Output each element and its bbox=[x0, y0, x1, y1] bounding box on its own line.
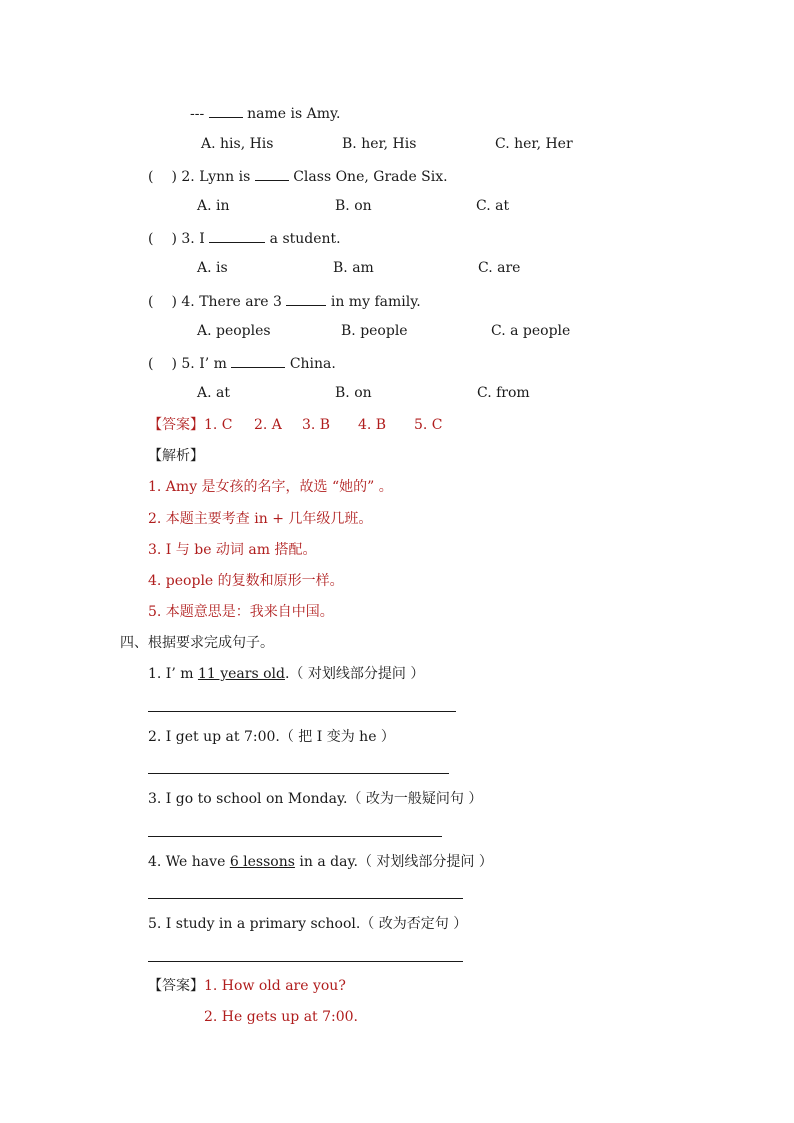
answer-item: 4. B bbox=[358, 417, 387, 433]
question-text: 2. Lynn is bbox=[181, 169, 251, 185]
underlined-part: 11 years old bbox=[197, 666, 285, 682]
sentence-text: 5. I study in a primary school.（ 改为否定句 ） bbox=[148, 916, 468, 932]
answer-blank bbox=[209, 228, 265, 243]
analysis-item: 3. I 与 be 动词 am 搭配。 bbox=[148, 542, 317, 558]
option-a: A. is bbox=[197, 260, 228, 276]
question-3 bbox=[148, 228, 341, 248]
option-c: C. are bbox=[478, 260, 521, 276]
paren-open: ( bbox=[148, 294, 154, 310]
answer-blank bbox=[209, 103, 243, 118]
answer-item: 5. C bbox=[414, 417, 443, 433]
question-5 bbox=[148, 353, 336, 373]
answer-line bbox=[148, 898, 463, 899]
paren-close: ) bbox=[171, 294, 177, 310]
question-prefix: --- bbox=[190, 106, 205, 122]
question-text: name is Amy. bbox=[247, 106, 341, 122]
paren-open: ( bbox=[148, 231, 154, 247]
question-2 bbox=[148, 166, 448, 186]
option-c: C. a people bbox=[491, 323, 571, 339]
question-text-after: China. bbox=[289, 356, 336, 372]
option-c: C. at bbox=[476, 198, 510, 214]
answer-line bbox=[148, 773, 449, 774]
sentence-text: 4. We have bbox=[148, 854, 226, 870]
sentence-2 bbox=[148, 728, 395, 746]
question-text: 4. There are 3 bbox=[181, 294, 282, 310]
question-text: 3. I bbox=[181, 231, 205, 247]
option-a: A. peoples bbox=[197, 323, 271, 339]
analysis-label: 【解析】 bbox=[148, 448, 204, 464]
answer-line bbox=[148, 961, 463, 962]
sentence-text-after: in a day.（ 对划线部分提问 ） bbox=[299, 854, 493, 870]
answer-label: 【答案】 bbox=[148, 417, 204, 433]
option-b: B. am bbox=[333, 260, 374, 276]
question-text-after: Class One, Grade Six. bbox=[293, 169, 448, 185]
answer-blank bbox=[231, 353, 285, 368]
analysis-item: 2. 本题主要考查 in + 几年级几班。 bbox=[148, 511, 373, 527]
question-text-after: a student. bbox=[269, 231, 341, 247]
option-a: A. at bbox=[197, 385, 230, 401]
sentence-text: 2. I get up at 7:00.（ 把 I 变为 he ） bbox=[148, 729, 395, 745]
analysis-item: 1. Amy 是女孩的名字，故选 “她的” 。 bbox=[148, 479, 393, 495]
answer-blank bbox=[255, 166, 289, 181]
sentence-text: 1. I’ m bbox=[148, 666, 194, 682]
answer-label: 【答案】 bbox=[148, 978, 204, 994]
option-b: B. on bbox=[335, 385, 372, 401]
paren-close: ) bbox=[171, 169, 177, 185]
sentence-5 bbox=[148, 915, 467, 933]
question-text-after: in my family. bbox=[330, 294, 421, 310]
option-b: B. on bbox=[335, 198, 372, 214]
paren-close: ) bbox=[171, 231, 177, 247]
question-1-tail bbox=[190, 103, 340, 123]
analysis-item: 5. 本题意思是：我来自中国。 bbox=[148, 604, 334, 620]
answer-item: 1. C bbox=[204, 417, 233, 433]
option-a: A. his, His bbox=[201, 136, 274, 152]
analysis-item: 4. people 的复数和原形一样。 bbox=[148, 573, 344, 589]
sentence-4 bbox=[148, 853, 493, 871]
question-4 bbox=[148, 291, 421, 311]
answer-line bbox=[148, 836, 442, 837]
sentence-text: 3. I go to school on Monday.（ 改为一般疑问句 ） bbox=[148, 791, 483, 807]
answer-item: 2. A bbox=[254, 417, 282, 433]
answer-item: 3. B bbox=[302, 417, 331, 433]
sentence-1 bbox=[148, 665, 424, 683]
answer-blank bbox=[286, 291, 326, 306]
paren-open: ( bbox=[148, 356, 154, 372]
option-a: A. in bbox=[197, 198, 230, 214]
option-c: C. from bbox=[477, 385, 530, 401]
paren-open: ( bbox=[148, 169, 154, 185]
option-b: B. people bbox=[341, 323, 408, 339]
sentence-text-after: .（ 对划线部分提问 ） bbox=[284, 666, 425, 682]
answer-key-2 bbox=[148, 977, 346, 995]
underlined-part: 6 lessons bbox=[229, 854, 295, 870]
question-text: 5. I’ m bbox=[181, 356, 227, 372]
answer-item: 1. How old are you? bbox=[204, 978, 346, 994]
answer-key bbox=[148, 416, 443, 434]
option-b: B. her, His bbox=[342, 136, 417, 152]
answer-line bbox=[148, 711, 456, 712]
option-c: C. her, Her bbox=[495, 136, 573, 152]
section-title: 四、根据要求完成句子。 bbox=[120, 635, 274, 651]
answer-item: 2. He gets up at 7:00. bbox=[204, 1009, 358, 1025]
paren-close: ) bbox=[171, 356, 177, 372]
sentence-3 bbox=[148, 790, 482, 808]
